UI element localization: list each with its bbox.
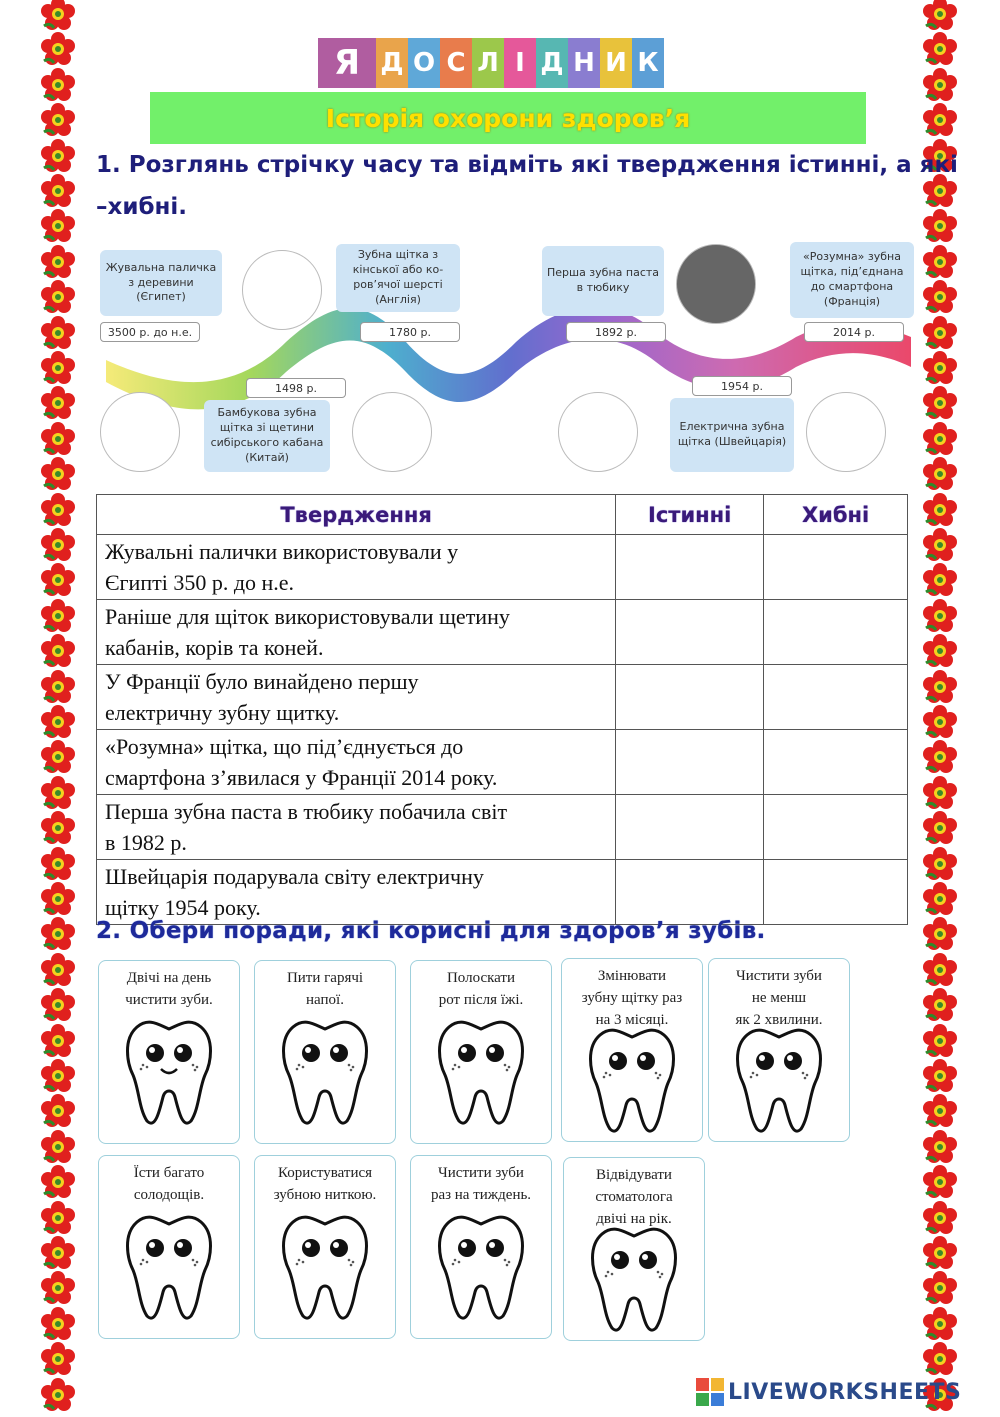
tooth-icon bbox=[275, 1212, 375, 1322]
advice-card-text bbox=[713, 965, 845, 1031]
advice-card-line: на 3 місяці. bbox=[595, 1012, 669, 1028]
flower-ornament bbox=[40, 421, 76, 457]
flower-ornament bbox=[40, 173, 76, 209]
flower-ornament bbox=[40, 916, 76, 952]
flower-ornament bbox=[922, 102, 958, 138]
chewing-stick-image bbox=[100, 392, 180, 472]
true-answer-cell[interactable] bbox=[616, 535, 764, 600]
statement-cell bbox=[97, 665, 616, 730]
advice-card-text bbox=[103, 1162, 235, 1206]
advice-card-line: Чистити зуби bbox=[438, 1165, 524, 1181]
logo-letter: Л bbox=[472, 38, 504, 88]
flower-ornament bbox=[40, 385, 76, 421]
advice-card-line: як 2 хвилини. bbox=[735, 1012, 823, 1028]
advice-card-text bbox=[415, 1162, 547, 1206]
advice-card-line: чистити зуби. bbox=[125, 992, 213, 1008]
statement-line: Жувальні палички використовували у bbox=[105, 539, 459, 564]
timeline-event-text: «Розумна» зубна щітка, під’єднана до смартфона (Франція) bbox=[790, 242, 914, 318]
task1-heading-line1: 1. Розглянь стрічку часу та відміть які твердження істинні, а які bbox=[96, 152, 958, 178]
statement-cell bbox=[97, 535, 616, 600]
timeline-year: 2014 р. bbox=[804, 322, 904, 342]
table-row bbox=[97, 860, 908, 925]
timeline-event-text: Зубна щітка з кінської або ко-ров’ячої шерсті (Англія) bbox=[336, 244, 460, 312]
false-answer-cell[interactable] bbox=[764, 535, 908, 600]
advice-card-line: не менш bbox=[751, 990, 807, 1006]
page-title: Історія охорони здоров’я bbox=[325, 103, 691, 133]
timeline-year: 1498 р. bbox=[246, 378, 346, 398]
advice-card[interactable] bbox=[410, 960, 552, 1144]
flower-ornament bbox=[922, 208, 958, 244]
flower-ornament bbox=[922, 739, 958, 775]
flower-ornament bbox=[40, 1093, 76, 1129]
advice-card[interactable] bbox=[98, 1155, 240, 1339]
task2-heading: 2. Обери поради, які корисні для здоров’я зубів. bbox=[96, 918, 766, 944]
flower-ornament bbox=[40, 1377, 76, 1413]
logo-letter: С bbox=[440, 38, 472, 88]
header-true: Істинні bbox=[616, 495, 764, 535]
flower-ornament bbox=[40, 1200, 76, 1236]
flower-ornament bbox=[922, 492, 958, 528]
advice-card[interactable] bbox=[254, 1155, 396, 1339]
flower-ornament bbox=[40, 598, 76, 634]
flower-ornament bbox=[922, 562, 958, 598]
advice-card-line: напої. bbox=[306, 992, 344, 1008]
flower-ornament bbox=[922, 244, 958, 280]
statement-line: Раніше для щіток використовували щетину bbox=[105, 604, 510, 629]
flower-ornament bbox=[40, 1129, 76, 1165]
statement-line: в 1982 р. bbox=[105, 830, 187, 855]
timeline-year: 1780 р. bbox=[360, 322, 460, 342]
flower-ornament bbox=[40, 138, 76, 174]
advice-card-line: Полоскати bbox=[446, 970, 516, 986]
flower-ornament bbox=[40, 1058, 76, 1094]
logo-big-letter: Я bbox=[318, 38, 376, 88]
advice-card[interactable] bbox=[410, 1155, 552, 1339]
header-statement: Твердження bbox=[97, 495, 616, 535]
tooth-icon bbox=[119, 1212, 219, 1322]
tooth-icon bbox=[582, 1025, 682, 1135]
advice-card-text bbox=[566, 965, 698, 1031]
flower-ornament bbox=[922, 1093, 958, 1129]
false-answer-cell[interactable] bbox=[764, 795, 908, 860]
false-answer-cell[interactable] bbox=[764, 665, 908, 730]
watermark-text: LIVEWORKSHEETS bbox=[728, 1379, 962, 1405]
flower-ornament bbox=[922, 1058, 958, 1094]
electric-brush-photo bbox=[676, 244, 756, 324]
advice-card[interactable] bbox=[708, 958, 850, 1142]
liveworksheets-icon bbox=[696, 1378, 724, 1406]
advice-card-text bbox=[103, 967, 235, 1011]
flower-ornament bbox=[922, 987, 958, 1023]
flower-ornament bbox=[40, 562, 76, 598]
flower-ornament bbox=[40, 492, 76, 528]
flower-ornament bbox=[922, 810, 958, 846]
advice-card[interactable] bbox=[98, 960, 240, 1144]
flower-ornament bbox=[922, 1341, 958, 1377]
advice-card-line: зубною ниткою. bbox=[273, 1187, 377, 1203]
flower-ornament bbox=[40, 315, 76, 351]
advice-card-line: Змінювати bbox=[597, 968, 667, 984]
advice-card-line: Їсти багато bbox=[133, 1165, 205, 1181]
statement-cell bbox=[97, 600, 616, 665]
false-answer-cell[interactable] bbox=[764, 600, 908, 665]
flower-ornament bbox=[40, 1341, 76, 1377]
false-answer-cell[interactable] bbox=[764, 730, 908, 795]
flower-ornament bbox=[922, 0, 958, 32]
advice-card-line: солодощів. bbox=[133, 1187, 205, 1203]
tooth-icon bbox=[431, 1212, 531, 1322]
statement-cell bbox=[97, 795, 616, 860]
toothpaste-image bbox=[558, 392, 638, 472]
flower-ornament bbox=[922, 633, 958, 669]
flower-ornament bbox=[922, 173, 958, 209]
flower-ornament bbox=[40, 456, 76, 492]
flower-ornament bbox=[922, 67, 958, 103]
flower-ornament bbox=[40, 350, 76, 386]
advice-card[interactable] bbox=[561, 958, 703, 1142]
tooth-icon bbox=[584, 1224, 684, 1334]
advice-card-line: двічі на рік. bbox=[596, 1211, 672, 1227]
flower-ornament bbox=[922, 315, 958, 351]
flower-ornament bbox=[922, 881, 958, 917]
left-flower-border bbox=[40, 0, 80, 1413]
right-flower-border bbox=[922, 0, 962, 1413]
timeline-event-text: Бамбукова зубна щітка зі щетини сибірського кабана (Китай) bbox=[204, 400, 330, 472]
flower-ornament bbox=[922, 527, 958, 563]
statement-line: кабанів, корів та коней. bbox=[105, 635, 324, 660]
flower-ornament bbox=[40, 31, 76, 67]
flower-ornament bbox=[922, 1235, 958, 1271]
flower-ornament bbox=[40, 1164, 76, 1200]
logo-letter: І bbox=[504, 38, 536, 88]
title-bar bbox=[150, 92, 866, 144]
header-false: Хибні bbox=[764, 495, 908, 535]
statement-line: Швейцарія подарувала світу електричну bbox=[105, 864, 484, 889]
statement-line: смартфона з’явилася у Франції 2014 року. bbox=[105, 765, 498, 790]
advice-card[interactable] bbox=[254, 960, 396, 1144]
flower-ornament bbox=[922, 598, 958, 634]
wooden-stick-image bbox=[242, 250, 322, 330]
flower-ornament bbox=[922, 1306, 958, 1342]
task1-heading-line2: –хибні. bbox=[96, 194, 188, 220]
flower-ornament bbox=[40, 669, 76, 705]
statement-line: електричну зубну щитку. bbox=[105, 700, 340, 725]
flower-ornament bbox=[40, 775, 76, 811]
timeline-event-text: Електрична зубна щітка (Швейцарія) bbox=[670, 398, 794, 472]
flower-ornament bbox=[40, 279, 76, 315]
statement-line: щітку 1954 року. bbox=[105, 895, 261, 920]
flower-ornament bbox=[40, 810, 76, 846]
true-answer-cell[interactable] bbox=[616, 795, 764, 860]
statement-line: «Розумна» щітка, що під’єднується до bbox=[105, 734, 464, 759]
flower-ornament bbox=[40, 739, 76, 775]
flower-ornament bbox=[40, 1270, 76, 1306]
flower-ornament bbox=[922, 1023, 958, 1059]
tooth-icon bbox=[275, 1017, 375, 1127]
flower-ornament bbox=[922, 385, 958, 421]
flower-ornament bbox=[922, 916, 958, 952]
true-answer-cell[interactable] bbox=[616, 600, 764, 665]
statements-table bbox=[96, 494, 908, 925]
advice-card-line: Чистити зуби bbox=[736, 968, 822, 984]
flower-ornament bbox=[40, 102, 76, 138]
timeline-year: 1954 р. bbox=[692, 376, 792, 396]
flower-ornament bbox=[40, 67, 76, 103]
flower-ornament bbox=[922, 279, 958, 315]
logo-letter: Н bbox=[568, 38, 600, 88]
logo-letter: И bbox=[600, 38, 632, 88]
flower-ornament bbox=[40, 0, 76, 32]
flower-ornament bbox=[922, 1200, 958, 1236]
table-row bbox=[97, 665, 908, 730]
advice-card-text bbox=[568, 1164, 700, 1230]
flower-ornament bbox=[922, 1270, 958, 1306]
flower-ornament bbox=[922, 952, 958, 988]
flower-ornament bbox=[922, 421, 958, 457]
flower-ornament bbox=[922, 846, 958, 882]
statement-line: Перша зубна паста в тюбику побачила світ bbox=[105, 799, 508, 824]
flower-ornament bbox=[40, 704, 76, 740]
advice-card[interactable] bbox=[563, 1157, 705, 1341]
liveworksheets-watermark bbox=[696, 1378, 961, 1406]
flower-ornament bbox=[922, 456, 958, 492]
flower-ornament bbox=[40, 1306, 76, 1342]
bristle-brush-image bbox=[352, 392, 432, 472]
timeline-event-text: Перша зубна паста в тюбику bbox=[542, 246, 664, 316]
advice-card-line: Пити гарячі bbox=[286, 970, 364, 986]
tooth-icon bbox=[729, 1025, 829, 1135]
flower-ornament bbox=[922, 704, 958, 740]
advice-card-line: раз на тиждень. bbox=[430, 1187, 532, 1203]
table-row bbox=[97, 795, 908, 860]
flower-ornament bbox=[922, 669, 958, 705]
flower-ornament bbox=[40, 1235, 76, 1271]
flower-ornament bbox=[40, 881, 76, 917]
advice-card-text bbox=[259, 1162, 391, 1206]
tooth-icon bbox=[431, 1017, 531, 1127]
advice-card-line: Користуватися bbox=[277, 1165, 373, 1181]
statement-cell bbox=[97, 730, 616, 795]
statement-cell bbox=[97, 860, 616, 925]
timeline-year: 3500 р. до н.е. bbox=[100, 322, 200, 342]
advice-card-line: зубну щітку раз bbox=[581, 990, 683, 1006]
flower-ornament bbox=[922, 31, 958, 67]
timeline-event-text: Жувальна паличка з деревини (Єгипет) bbox=[100, 250, 222, 316]
advice-card-text bbox=[259, 967, 391, 1011]
tooth-icon bbox=[119, 1017, 219, 1127]
logo-letter: О bbox=[408, 38, 440, 88]
statement-line: У Франції було винайдено першу bbox=[105, 669, 419, 694]
logo-letter: Д bbox=[376, 38, 408, 88]
false-answer-cell[interactable] bbox=[764, 860, 908, 925]
statement-line: Єгипті 350 р. до н.е. bbox=[105, 570, 295, 595]
smart-brush-image bbox=[806, 392, 886, 472]
true-answer-cell[interactable] bbox=[616, 730, 764, 795]
timeline bbox=[96, 242, 918, 478]
table-row bbox=[97, 600, 908, 665]
flower-ornament bbox=[922, 1164, 958, 1200]
advice-card-line: Відвідувати bbox=[596, 1167, 672, 1183]
advice-card-line: стоматолога bbox=[595, 1189, 673, 1205]
flower-ornament bbox=[40, 952, 76, 988]
flower-ornament bbox=[40, 1023, 76, 1059]
advice-card-line: рот після їжі. bbox=[438, 992, 524, 1008]
timeline-year: 1892 р. bbox=[566, 322, 666, 342]
logo-letter: К bbox=[632, 38, 664, 88]
advice-card-text bbox=[415, 967, 547, 1011]
flower-ornament bbox=[922, 350, 958, 386]
flower-ornament bbox=[40, 846, 76, 882]
advice-card-line: Двічі на день bbox=[126, 970, 212, 986]
flower-ornament bbox=[40, 987, 76, 1023]
true-answer-cell[interactable] bbox=[616, 665, 764, 730]
flower-ornament bbox=[922, 775, 958, 811]
logo-letter: Д bbox=[536, 38, 568, 88]
logo bbox=[318, 38, 668, 88]
flower-ornament bbox=[40, 527, 76, 563]
table-row bbox=[97, 730, 908, 795]
table-row bbox=[97, 535, 908, 600]
flower-ornament bbox=[40, 244, 76, 280]
flower-ornament bbox=[40, 633, 76, 669]
flower-ornament bbox=[922, 1129, 958, 1165]
true-answer-cell[interactable] bbox=[616, 860, 764, 925]
flower-ornament bbox=[40, 208, 76, 244]
